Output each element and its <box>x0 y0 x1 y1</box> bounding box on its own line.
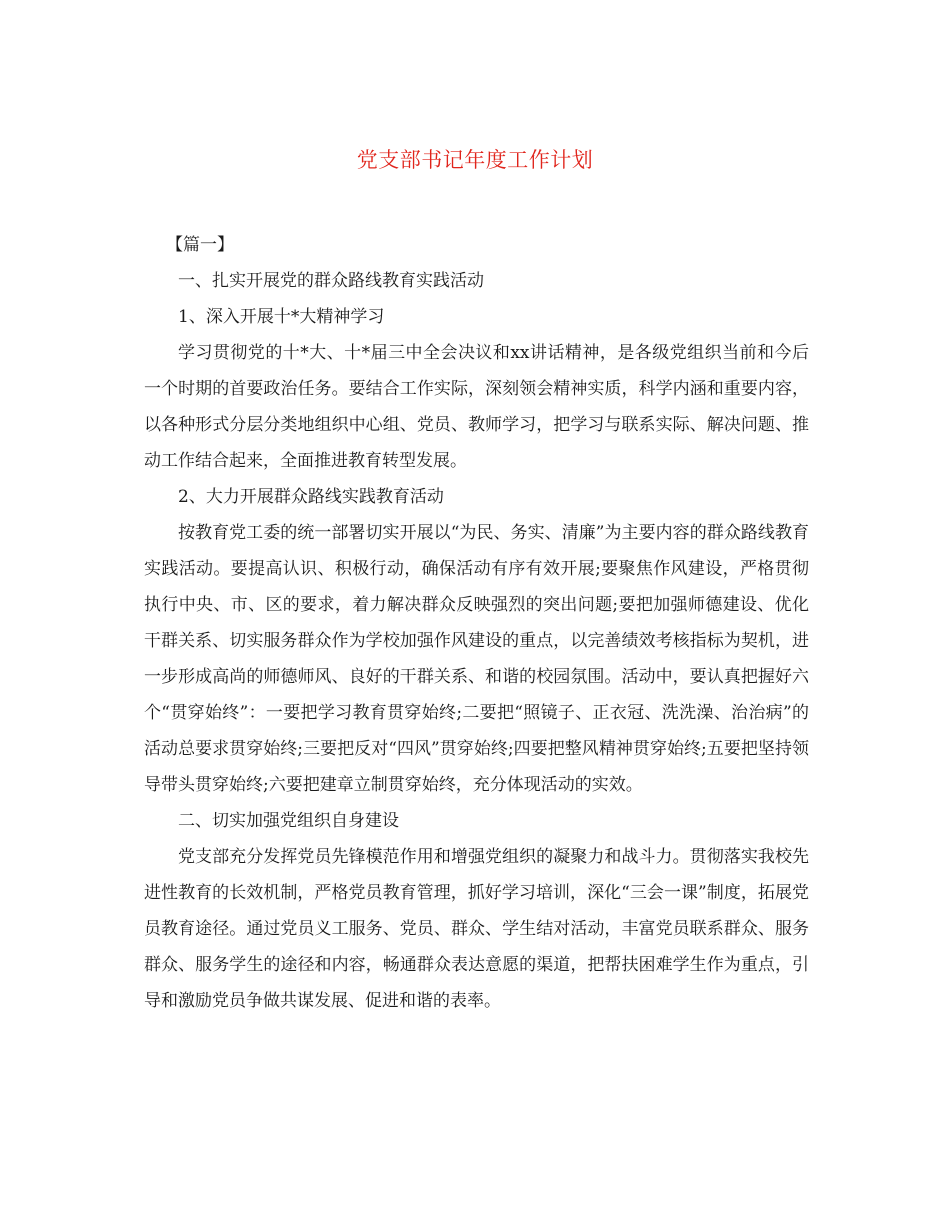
heading-1: 一、扎实开展党的群众路线教育实践活动 <box>178 271 484 291</box>
paragraph-1: 学习贯彻党的十*大、十*届三中全会决议和xx讲话精神，是各级党组织当前和今后一个时期的首要政治任务。要结合工作实际，深刻领会精神实质，科学内涵和重要内容，以各种形式分层分类地组织中心组、党员、教师学习，把学习与联系实际、解决问题、推动工作结合起来，全面推进教育转型发展。 <box>144 343 809 471</box>
paragraph-2: 按教育党工委的统一部署切实开展以“为民、务实、清廉”为主要内容的群众路线教育实践活动。要提高认识、积极行动，确保活动有序有效开展;要聚焦作风建设，严格贯彻执行中央、市、区的要求，着力解决群众反映强烈的突出问题;要把加强师德建设、优化干群关系、切实服务群众作为学校加强作风建设的重点，以完善绩效考核指标为契机，进一步形成高尚的师德师风、良好的干群关系、和谐的校园氛围。活动中，要认真把握好六个“贯穿始终”：一要把学习教育贯穿始终;二要把“照镜子、正衣冠、洗洗澡、治治病”的活动总要求贯穿始终;三要把反对“四风”贯穿始终;四要把整风精神贯穿始终;五要把坚持领导带头贯穿始终;六要把建章立制贯穿始终，充分体现活动的实效。 <box>144 523 809 795</box>
heading-2: 二、切实加强党组织自身建设 <box>178 811 399 831</box>
subheading-1: 1、深入开展十*大精神学习 <box>178 307 385 327</box>
document-title: 党支部书记年度工作计划 <box>356 148 594 172</box>
subheading-2: 2、大力开展群众路线实践教育活动 <box>178 487 444 507</box>
paragraph-3: 党支部充分发挥党员先锋模范作用和增强党组织的凝聚力和战斗力。贯彻落实我校先进性教育的长效机制，严格党员教育管理，抓好学习培训，深化“三会一课”制度，拓展党员教育途径。通过党员义工服务、党员、群众、学生结对活动，丰富党员联系群众、服务群众、服务学生的途径和内容，畅通群众表达意愿的渠道，把帮扶困难学生作为重点，引导和激励党员争做共谋发展、促进和谐的表率。 <box>144 847 809 1011</box>
document-body <box>144 227 809 1019</box>
section-marker: 【篇一】 <box>166 235 234 255</box>
